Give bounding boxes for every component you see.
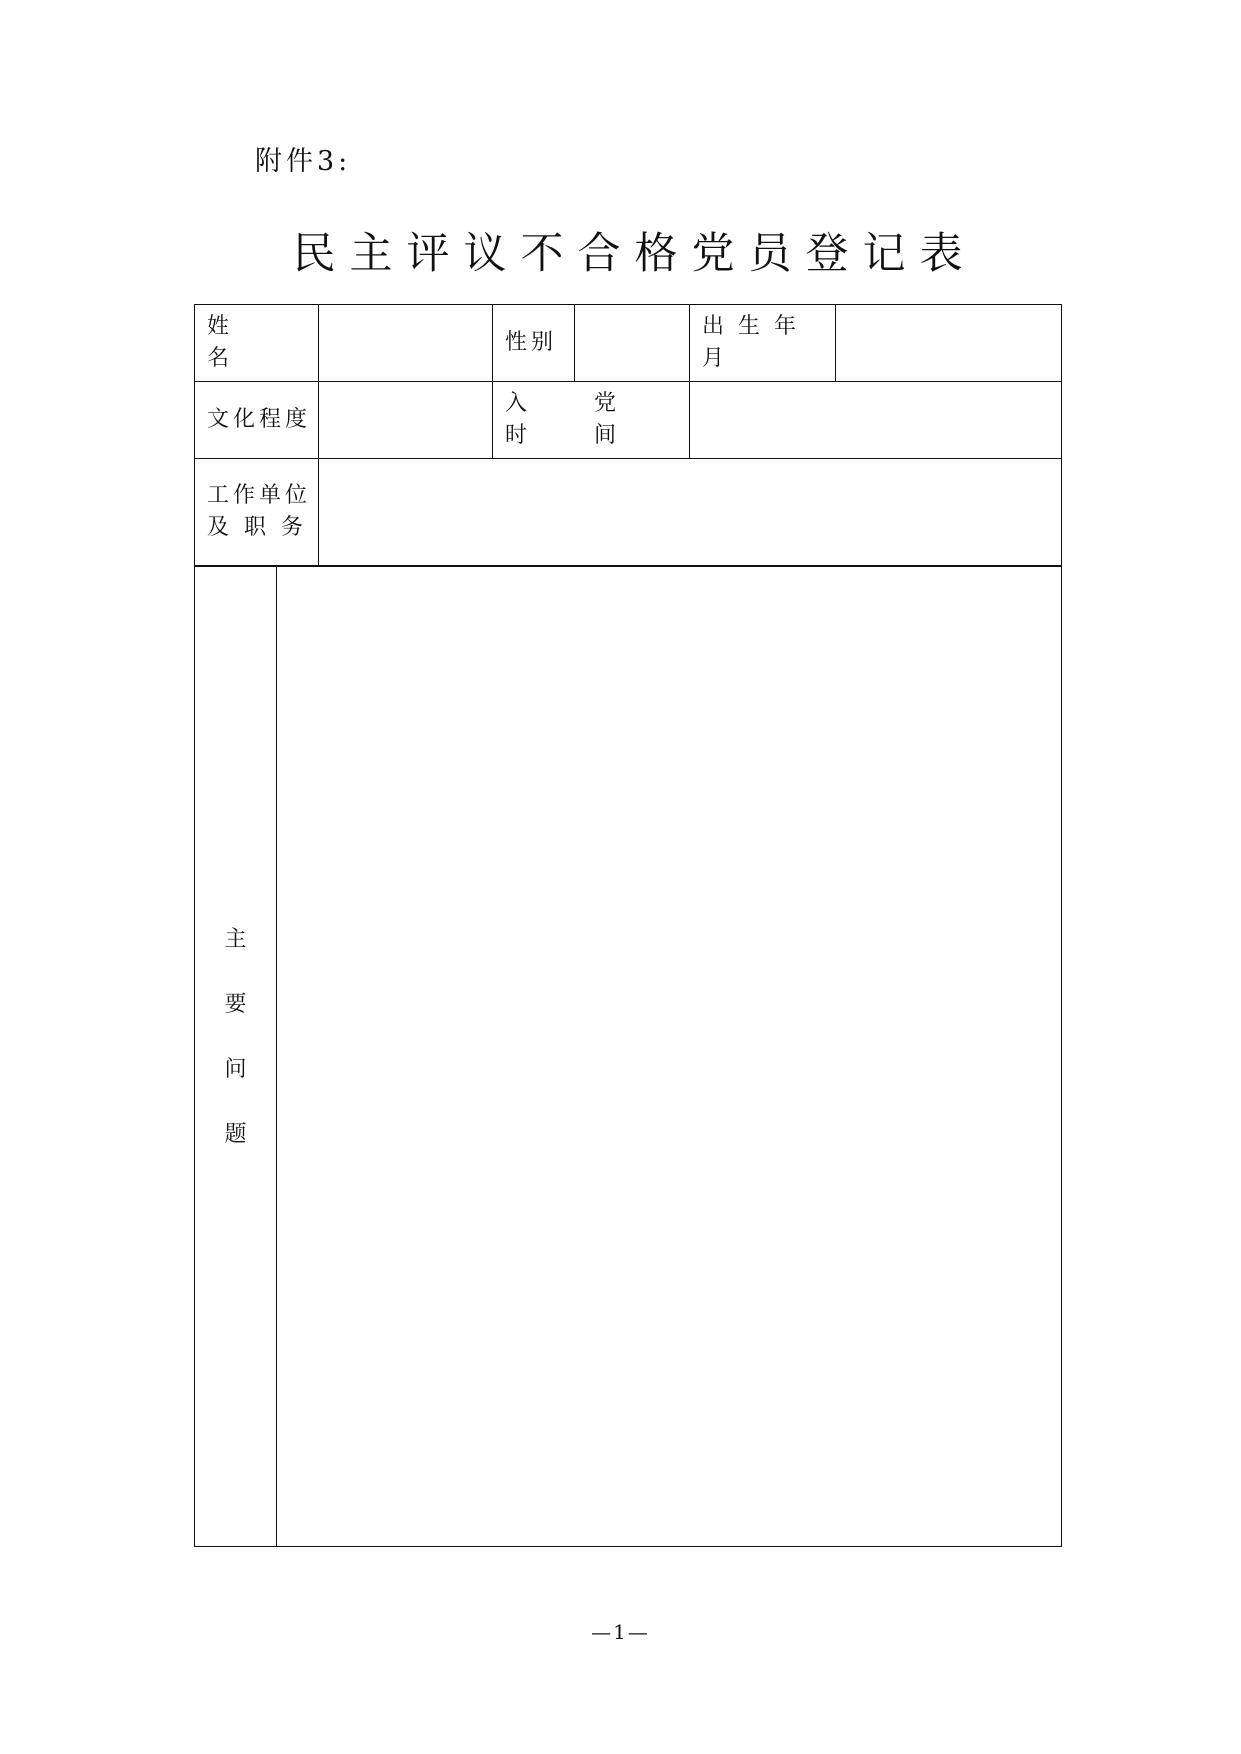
work-field[interactable]	[318, 458, 1062, 566]
join-date-label: 入 党 时 间	[505, 391, 646, 448]
problem-char-1: 主	[224, 927, 247, 952]
gender-label-cell	[492, 304, 575, 382]
birth-field[interactable]	[835, 304, 1062, 382]
birth-label: 出生年月	[702, 314, 811, 371]
work-label-cell	[194, 458, 319, 566]
problem-field[interactable]	[276, 565, 1062, 1547]
problem-char-4: 题	[224, 1122, 247, 1147]
education-label: 文化程度	[207, 407, 312, 432]
name-label-cell	[194, 304, 319, 382]
problem-char-2: 要	[224, 992, 247, 1017]
problem-char-3: 问	[224, 1057, 247, 1082]
problem-label	[195, 907, 276, 1167]
work-label-line1: 工作单位	[207, 483, 312, 508]
attachment-label: 附件3:	[255, 146, 352, 177]
gender-label: 性别	[505, 330, 558, 355]
work-label-line2: 及 职 务	[207, 515, 307, 540]
education-label-cell	[194, 381, 319, 459]
birth-label-cell	[689, 304, 836, 382]
problem-label-cell	[194, 565, 277, 1547]
gender-field[interactable]	[574, 304, 690, 382]
education-field[interactable]	[318, 381, 493, 459]
join-date-field[interactable]	[689, 381, 1062, 459]
name-label: 姓 名	[207, 314, 270, 371]
page-number: —1—	[591, 1620, 650, 1644]
join-date-label-cell	[492, 381, 690, 459]
name-field[interactable]	[318, 304, 493, 382]
form-title: 民主评议不合格党员登记表	[292, 229, 977, 279]
